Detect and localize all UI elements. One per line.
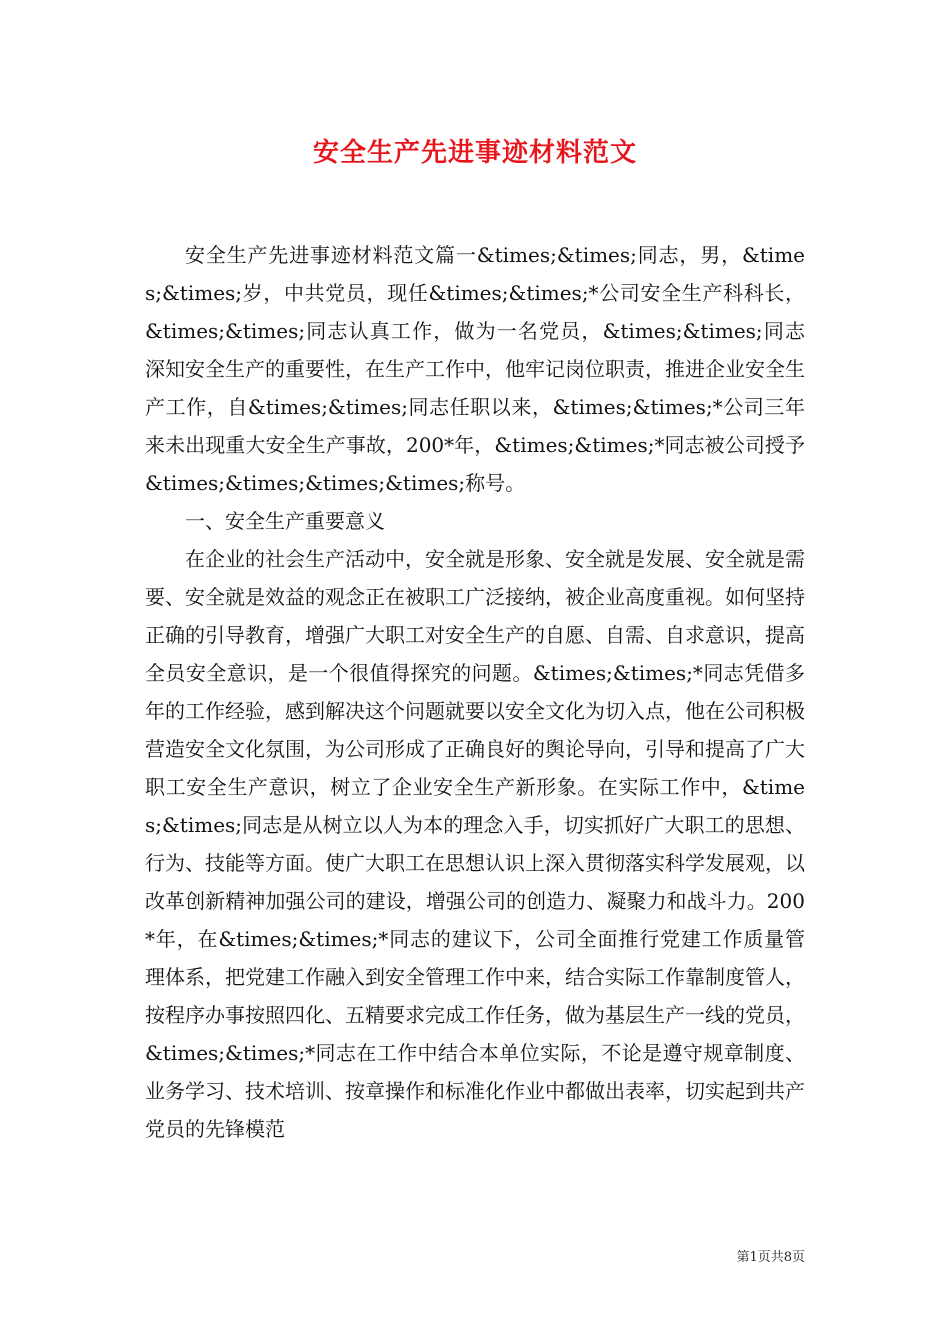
- paragraph-intro: 安全生产先进事迹材料范文篇一&times;&times;同志，男，&times;&times;岁，中共党员，现任&times;&times;*公司安全生产科科长，&times;&times;同志认真工作，做为一名党员，&times;&times;同志深知安全生产的重要性，在生产工作中，他牢记岗位职责，推进企业安全生产工作，自&times;&times;同志任职以来，&times;&times;*公司三年来未出现重大安全生产事故，200*年，&times;&times;*同志被公司授予&times;&times;&times;&times;称号。: [145, 243, 805, 495]
- paragraph-section-one: 在企业的社会生产活动中，安全就是形象、安全就是发展、安全就是需要、安全就是效益的观念正在被职工广泛接纳，被企业高度重视。如何坚持正确的引导教育，增强广大职工对安全生产的自愿、自需、自求意识，提高全员安全意识，是一个很值得探究的问题。&times;&times;*同志凭借多年的工作经验，感到解决这个问题就要以安全文化为切入点，他在公司积极营造安全文化氛围，为公司形成了正确良好的舆论导向，引导和提高了广大职工安全生产意识，树立了企业安全生产新形象。在实际工作中，&times;&times;同志是从树立以人为本的理念入手，切实抓好广大职工的思想、行为、技能等方面。使广大职工在思想认识上深入贯彻落实科学发展观，以改革创新精神加强公司的建设，增强公司的创造力、凝聚力和战斗力。200*年，在&times;&times;*同志的建议下，公司全面推行党建工作质量管理体系，把党建工作融入到安全管理工作中来，结合实际工作靠制度管人，按程序办事按照四化、五精要求完成工作任务，做为基层生产一线的党员，&times;&times;*同志在工作中结合本单位实际，不论是遵守规章制度、业务学习、技术培训、按章操作和标准化作业中都做出表率，切实起到共产党员的先锋模范: [145, 547, 805, 1141]
- section-heading: 一、安全生产重要意义: [185, 509, 385, 533]
- page-title: 安全生产先进事迹材料范文: [312, 138, 637, 168]
- document-body: [145, 236, 805, 1148]
- page-number: 第1页共8页: [736, 1250, 805, 1265]
